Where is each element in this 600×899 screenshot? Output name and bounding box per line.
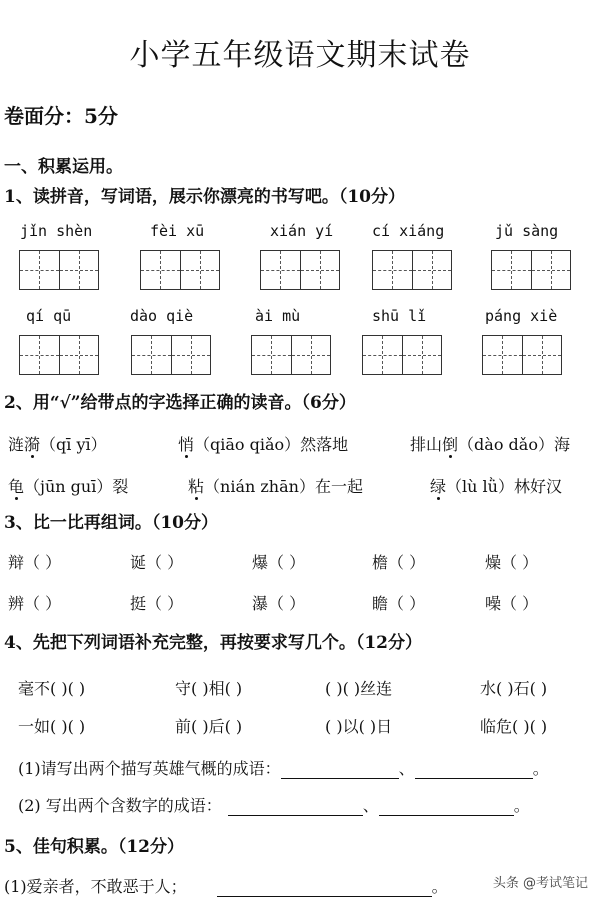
answer-blank[interactable] bbox=[217, 882, 432, 897]
pinyin: cí xiáng bbox=[372, 222, 445, 240]
q5-heading: 5、佳句积累。（12分） bbox=[4, 837, 184, 857]
dotted-char: 龟 bbox=[8, 477, 25, 496]
options[interactable]: （lù lǜ）林好汉 bbox=[446, 477, 562, 496]
word-blank[interactable]: 檐（ ） bbox=[372, 553, 426, 572]
writing-box[interactable] bbox=[260, 250, 340, 290]
writing-box[interactable] bbox=[491, 250, 571, 290]
word-blank[interactable]: 爆（ ） bbox=[252, 553, 306, 572]
word-blank[interactable]: 燥（ ） bbox=[485, 553, 539, 572]
period: 。 bbox=[431, 877, 448, 896]
word-blank[interactable]: 辨（ ） bbox=[8, 594, 62, 613]
q2-item bbox=[8, 474, 128, 497]
q2-item bbox=[410, 432, 570, 455]
pinyin: dào qiè bbox=[130, 307, 194, 325]
q2-item bbox=[430, 474, 562, 497]
idiom-blank[interactable]: 毫不( )( ) bbox=[18, 679, 86, 698]
idiom-blank[interactable]: 临危( )( ) bbox=[480, 717, 548, 736]
text: 涟 bbox=[8, 435, 25, 454]
writing-box[interactable] bbox=[372, 250, 452, 290]
dotted-char: 绿 bbox=[430, 477, 447, 496]
answer-blank[interactable] bbox=[379, 801, 514, 816]
prompt: (1)爱亲者，不敢恶于人； bbox=[4, 877, 187, 896]
q2-item bbox=[8, 432, 107, 455]
word-blank[interactable]: 噪（ ） bbox=[485, 594, 539, 613]
idiom-blank[interactable]: ( )以( )日 bbox=[325, 717, 393, 736]
pinyin: jǐn shèn bbox=[20, 222, 93, 240]
separator: 、 bbox=[398, 759, 415, 778]
text: 排山 bbox=[410, 435, 443, 454]
dotted-char: 漪 bbox=[24, 435, 41, 454]
writing-box[interactable] bbox=[251, 335, 331, 375]
pinyin: jǔ sàng bbox=[495, 222, 559, 240]
period: 。 bbox=[513, 796, 530, 815]
writing-box[interactable] bbox=[140, 250, 220, 290]
period: 。 bbox=[532, 759, 549, 778]
options[interactable]: （dào dǎo）海 bbox=[458, 435, 570, 454]
q1-heading: 1、读拼音，写词语，展示你漂亮的书写吧。（10分） bbox=[4, 187, 405, 207]
pinyin: shū lǐ bbox=[372, 307, 427, 325]
prompt: (2) 写出两个含数字的成语： bbox=[18, 796, 222, 815]
score-note: 卷面分：5分 bbox=[4, 104, 118, 128]
prompt: (1)请写出两个描写英雄气概的成语： bbox=[18, 759, 281, 778]
idiom-blank[interactable]: 守( )相( ) bbox=[175, 679, 243, 698]
writing-box[interactable] bbox=[19, 250, 99, 290]
writing-box[interactable] bbox=[131, 335, 211, 375]
pinyin: fèi xū bbox=[150, 222, 205, 240]
answer-blank[interactable] bbox=[228, 801, 363, 816]
options[interactable]: （jūn guī）裂 bbox=[24, 477, 129, 496]
writing-box[interactable] bbox=[19, 335, 99, 375]
writing-box[interactable] bbox=[482, 335, 562, 375]
pinyin: páng xiè bbox=[485, 307, 558, 325]
answer-blank[interactable] bbox=[415, 764, 533, 779]
q3-heading: 3、比一比再组词。（10分） bbox=[4, 513, 218, 533]
options[interactable]: （qiāo qiǎo）然落地 bbox=[194, 435, 349, 454]
q4-sub1 bbox=[18, 756, 549, 779]
word-blank[interactable]: 辩（ ） bbox=[8, 553, 62, 572]
pinyin: ài mù bbox=[255, 307, 301, 325]
idiom-blank[interactable]: 前( )后( ) bbox=[175, 717, 243, 736]
dotted-char: 粘 bbox=[188, 477, 205, 496]
dotted-char: 悄 bbox=[178, 435, 195, 454]
pinyin: qí qū bbox=[26, 307, 72, 325]
options[interactable]: （qī yī） bbox=[40, 435, 107, 454]
part-one-heading: 一、积累运用。 bbox=[4, 157, 123, 177]
q5-sub1 bbox=[4, 874, 448, 897]
dotted-char: 倒 bbox=[442, 435, 459, 454]
idiom-blank[interactable]: ( )( )丝连 bbox=[325, 679, 393, 698]
idiom-blank[interactable]: 水( )石( ) bbox=[480, 679, 548, 698]
q2-item bbox=[188, 474, 363, 497]
watermark: 头条 @考试笔记 bbox=[492, 876, 588, 891]
q4-heading: 4、先把下列词语补充完整，再按要求写几个。（12分） bbox=[4, 633, 422, 653]
word-blank[interactable]: 诞（ ） bbox=[130, 553, 184, 572]
word-blank[interactable]: 瞻（ ） bbox=[372, 594, 426, 613]
q2-item bbox=[178, 432, 348, 455]
q4-sub2 bbox=[18, 793, 530, 816]
word-blank[interactable]: 挺（ ） bbox=[130, 594, 184, 613]
separator: 、 bbox=[362, 796, 379, 815]
pinyin: xián yí bbox=[270, 222, 334, 240]
page-title: 小学五年级语文期末试卷 bbox=[129, 38, 471, 73]
idiom-blank[interactable]: 一如( )( ) bbox=[18, 717, 86, 736]
writing-box[interactable] bbox=[362, 335, 442, 375]
word-blank[interactable]: 瀑（ ） bbox=[252, 594, 306, 613]
options[interactable]: （nián zhān）在一起 bbox=[204, 477, 363, 496]
answer-blank[interactable] bbox=[281, 764, 399, 779]
q2-heading: 2、用“√”给带点的字选择正确的读音。（6分） bbox=[4, 393, 356, 413]
